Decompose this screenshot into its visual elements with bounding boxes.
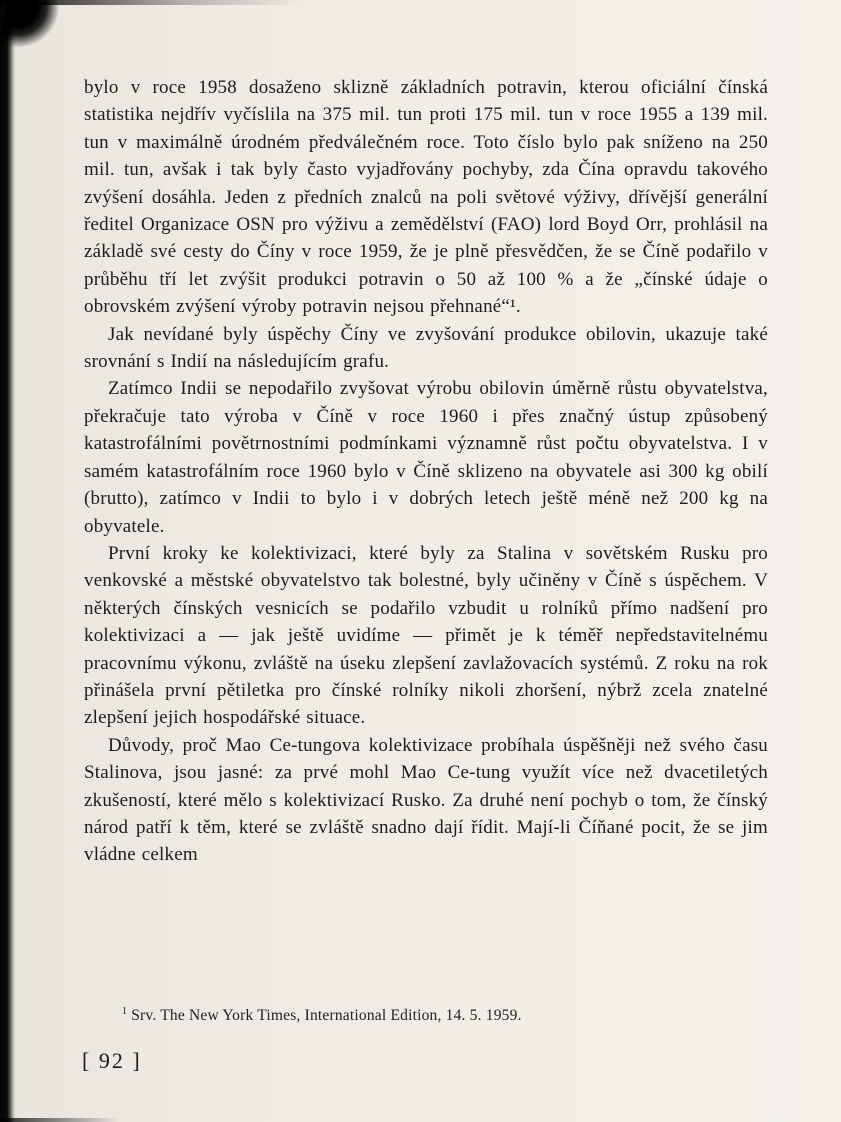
body-paragraph: Důvody, proč Mao Ce-tungova kolektivizace probíhala úspěšněji než svého času Stalinova, jsou jasné: za prvé mohl Mao Ce-tung využít více než dvacetiletých zkušeností, které mělo s kolektivizací Rusko. Za druhé není pochyb o tom, že čínský národ patří k těm, které se zvláště snadno dají řídit. Mají-li Číňané pocit, že se jim vládne celkem — [84, 734, 768, 866]
body-paragraph: bylo v roce 1958 dosaženo sklizně základních potravin, kterou oficiální čínská statistika nejdřív vyčíslila na 375 mil. tun proti 175 mil. tun v roce 1955 a 139 mil. tun v maximálně úrodném předválečném roce. Toto číslo bylo pak sníženo na 250 mil. tun, avšak i tak byly často vyjadřovány pochyby, zda Čína opravdu takového zvýšení dosáhla. Jeden z předních znalců na poli světové výživy, dřívější generální ředitel Organizace OSN pro výživu a zemědělství (FAO) lord Boyd Orr, prohlásil na základě své cesty do Číny v roce 1959, že je plně přesvědčen, že se Číně podařilo v průběhu tří let zvýšit produkci potravin o 50 až 100 % a že „čínské údaje o obrovském zvýšení výroby potravin nejsou přehnané“¹. — [84, 77, 768, 318]
body-paragraph: První kroky ke kolektivizaci, které byly za Stalina v sovětském Rusku pro venkovské a městské obyvatelstvo tak bolestné, byly učiněny v Číně s úspěchem. V některých čínských vesnicích se podařilo vzbudit u rolníků přímo nadšení pro kolektivizaci a — jak ještě uvidíme — přimět je k téměř nepředstavitelnému pracovnímu výkonu, zvláště na úseku zlepšení zavlažovacích systémů. Z roku na rok přinášela první pětiletka pro čínské rolníky nikoli zhoršení, nýbrž zcela znatelné zlepšení jejich hospodářské situace. — [84, 542, 768, 729]
page-number: [ 92 ] — [82, 1048, 142, 1073]
scan-binding-edge — [0, 0, 16, 1122]
footnote-marker: 1 — [122, 1006, 128, 1017]
scan-top-shadow — [0, 0, 300, 5]
footnote-text: Srv. The New York Times, International Edition, 14. 5. 1959. — [131, 1007, 522, 1025]
scan-bottom-shadow — [0, 1118, 120, 1122]
body-paragraph: Zatímco Indii se nepodařilo zvyšovat výrobu obilovin úměrně růstu obyvatelstva, překračuje tato výroba v Číně v roce 1960 i přes značný ústup způsobený katastrofálními povětrnostními podmínkami významně růst počtu obyvatelstva. I v samém katastrofálním roce 1960 bylo v Číně sklizeno na obyvatele asi 300 kg obilí (brutto), zatímco v Indii to bylo i v dobrých letech ještě méně než 200 kg na obyvatele. — [84, 378, 768, 537]
footnote — [122, 1006, 522, 1025]
page-text-block — [84, 74, 768, 869]
body-paragraph: Jak nevídané byly úspěchy Číny ve zvyšování produkce obilovin, ukazuje také srovnání s Indií na následujícím grafu. — [84, 323, 768, 373]
